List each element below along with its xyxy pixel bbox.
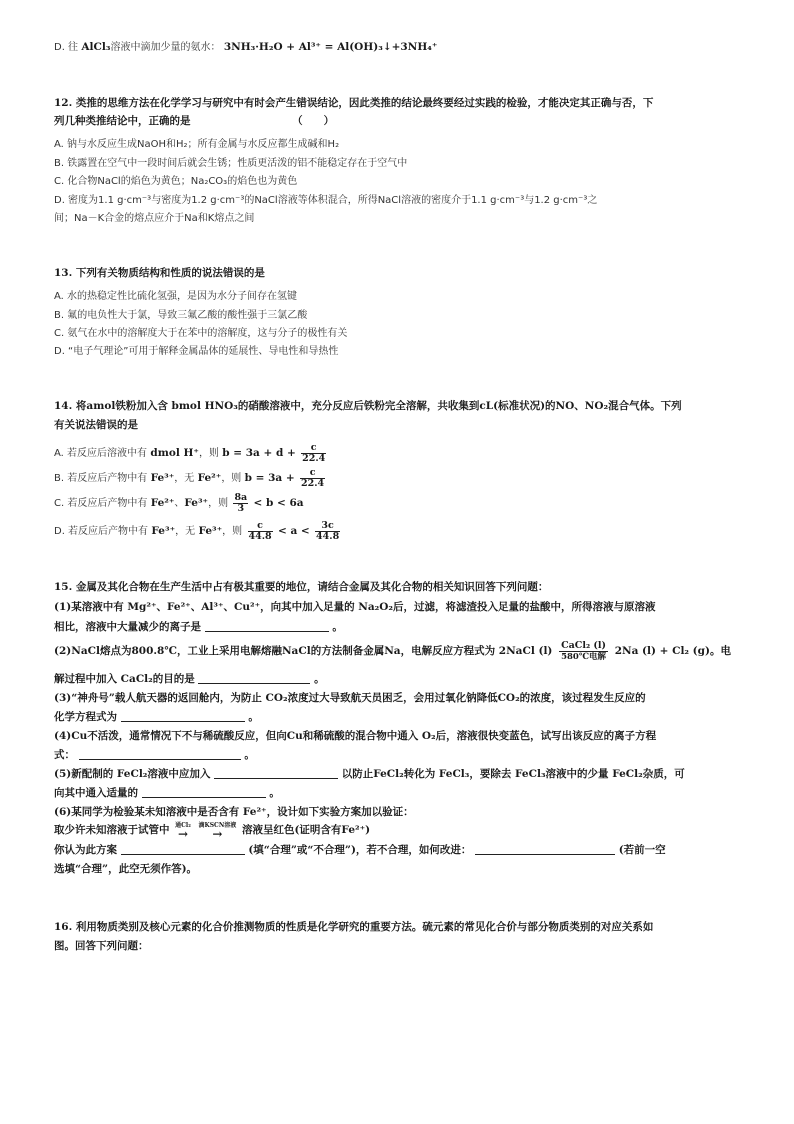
q12-stem-line1: 12. 类推的思维方法在化学学习与研究中有时会产生错误结论，因此类推的结论最终要经过实践的检验，才能决定其正确与否，下 bbox=[54, 97, 654, 109]
q15-p2-cond-top: CaCl₂ (l) bbox=[561, 639, 607, 651]
q13-option-c: C. 氨气在水中的溶解度大于在苯中的溶解度，这与分子的极性有关 bbox=[54, 328, 348, 339]
q14-opta-then: ，则 bbox=[198, 448, 219, 459]
q14-optc-ion1: Fe²⁺ bbox=[150, 497, 175, 509]
q15-p6-arrow2 bbox=[198, 822, 237, 841]
q15-p6-arrow2-label: 滴KSCN溶液 bbox=[198, 822, 237, 829]
q14-optc-num: 8a bbox=[234, 491, 248, 503]
q14-optd-ion2: Fe³⁺ bbox=[198, 525, 223, 537]
q15-p2-line2 bbox=[54, 672, 750, 686]
q15-p4-line1: (4)Cu不活泼，通常情况下不与稀硫酸反应，但向Cu和稀硫酸的混合物中通入 O₂后，溶液很快变蓝色，试写出该反应的离子方程 bbox=[54, 730, 657, 742]
q12-stem-line2-text: 列几种类推结论中，正确的是 bbox=[54, 115, 191, 127]
q13-option-a: A. 水的热稳定性比硫化氢强，是因为水分子间存在氢键 bbox=[54, 291, 298, 302]
q14-stem-line2: 有关说法错误的是 bbox=[54, 419, 138, 431]
q14-optb-text: B. 若反应后产物中有 bbox=[54, 473, 148, 484]
q14-optc-den: 3 bbox=[237, 502, 245, 514]
q15-p6-answer-blank2[interactable] bbox=[475, 843, 615, 855]
q15-p5-end: 。 bbox=[269, 787, 280, 799]
q14-opta-expr: b = 3a + d + bbox=[222, 447, 296, 459]
q15-p5-answer-blank2[interactable] bbox=[142, 786, 266, 798]
q15-p3-line2-text: 化学方程式为 bbox=[54, 711, 117, 723]
q14-optb-mid: ，无 bbox=[174, 473, 195, 484]
q15-p4-answer-blank[interactable] bbox=[79, 748, 241, 760]
q14-option-a bbox=[54, 441, 750, 466]
q14-optc-then: ，则 bbox=[208, 498, 229, 509]
q15-p6-line2 bbox=[54, 820, 750, 840]
q11-option-d bbox=[54, 40, 750, 55]
q14-opta-text: A. 若反应后溶液中有 bbox=[54, 448, 148, 459]
q15-p2-lhs: 2NaCl (l) bbox=[498, 645, 553, 657]
q15-p2-line2-text: 解过程中加入 CaCl₂的目的是 bbox=[54, 673, 195, 685]
q15-p2-answer-blank[interactable] bbox=[198, 672, 310, 684]
q14-optd-mid: ，无 bbox=[175, 526, 196, 537]
q14-optd-ion1: Fe³⁺ bbox=[151, 525, 176, 537]
q14-optb-expr: b = 3a + bbox=[244, 472, 295, 484]
q15-p4-end: 。 bbox=[244, 749, 255, 761]
q15-p5-line1 bbox=[54, 767, 750, 781]
q14-optd-num1: c bbox=[248, 521, 273, 532]
q14-optc-sep: 、 bbox=[174, 498, 185, 509]
q12-option-d-line2: 间；Na－K合金的熔点应介于Na和K熔点之间 bbox=[54, 213, 255, 224]
q15-p4-line2 bbox=[54, 748, 750, 762]
q15-p5-line1b: 以防止FeCl₂转化为 FeCl₃，要除去 FeCl₃溶液中的少量 FeCl₂杂质，可 bbox=[341, 768, 685, 780]
q16-stem-line1: 16. 利用物质类别及核心元素的化合价推测物质的性质是化学研究的重要方法。硫元素的常见化合价与部分物质类别的对应关系如 bbox=[54, 921, 654, 933]
q14-optd-num2: 3c bbox=[315, 521, 340, 532]
q15-p6-line1: (6)某同学为检验某未知溶液中是否含有 Fe²⁺，设计如下实验方案加以验证： bbox=[54, 806, 414, 818]
q14-optb-fraction bbox=[300, 468, 325, 489]
q14-optb-ion2: Fe²⁺ bbox=[197, 472, 222, 484]
arrow-right-icon: → bbox=[212, 827, 223, 841]
arrow-right-icon: → bbox=[177, 827, 189, 841]
q14-optc-ion2: Fe³⁺ bbox=[184, 497, 209, 509]
q15-p6-line3c: (若前一空 bbox=[618, 844, 666, 856]
q15-p6-line3a: 你认为此方案 bbox=[54, 844, 117, 856]
q14-optc-expr: < b < 6a bbox=[253, 497, 304, 509]
q15-stem: 15. 金属及其化合物在生产生活中占有极其重要的地位，请结合金属及其化合物的相关知识回答下列问题： bbox=[54, 581, 549, 593]
q14-stem-line1: 14. 将amol铁粉加入含 bmol HNO₃的硝酸溶液中，充分反应后铁粉完全溶解，共收集到cL(标准状况)的NO、NO₂混合气体。下列 bbox=[54, 400, 682, 412]
q15-p4-line2-text: 式： bbox=[54, 749, 75, 761]
q14-optb-ion1: Fe³⁺ bbox=[150, 472, 175, 484]
q13-option-d: D. “电子气理论”可用于解释金属晶体的延展性、导电性和导热性 bbox=[54, 346, 339, 357]
q12-option-b: B. 铁露置在空气中一段时间后就会生锈；性质更活泼的铝不能稳定存在于空气中 bbox=[54, 158, 408, 169]
q14-optc-fraction bbox=[233, 493, 248, 514]
q15-p1-line1: (1)某溶液中有 Mg²⁺、Fe²⁺、Al³⁺、Cu²⁺，向其中加入足量的 Na₂O₂后，过滤，将滤渣投入足量的盐酸中，所得溶液与原溶液 bbox=[54, 601, 656, 613]
q14-optb-den: 22.4 bbox=[301, 477, 325, 489]
q15-p6-arrow1 bbox=[175, 822, 191, 841]
q15-p6-line3b: (填“合理”或“不合理”)，若不合理，如何改进： bbox=[248, 844, 472, 856]
q15-p6-line2a: 取少许未知溶液于试管中 bbox=[54, 824, 170, 836]
q15-p3-answer-blank[interactable] bbox=[121, 710, 245, 722]
q14-optd-den1: 44.8 bbox=[248, 530, 272, 542]
q15-p2-rhs: 2Na (l) + Cl₂ (g) bbox=[614, 645, 710, 657]
q15-p2-end: 。 bbox=[314, 673, 325, 685]
q12-option-d-line1: D. 密度为1.1 g·cm⁻³与密度为1.2 g·cm⁻³的NaCl溶液等体积混合，所得NaCl溶液的密度介于1.1 g·cm⁻³与1.2 g·cm⁻³之 bbox=[54, 195, 598, 206]
q15-p2-cond-bot: 580℃电解 bbox=[561, 651, 607, 662]
q15-p6-arrow1-label: 通Cl₂ bbox=[175, 822, 191, 829]
q12-option-c: C. 化合物NaCl的焰色为黄色；Na₂CO₃的焰色也为黄色 bbox=[54, 176, 298, 187]
q15-p6-line3 bbox=[54, 843, 750, 857]
q11-optd-salt: AlCl₃ bbox=[81, 41, 111, 53]
q14-optd-fraction2 bbox=[315, 521, 340, 542]
q15-p5-line2 bbox=[54, 786, 750, 800]
q15-p2-text: (2)NaCl熔点为800.8℃，工业上采用电解熔融NaCl的方法制备金属Na，电解反应方程式为 bbox=[54, 645, 496, 657]
q15-p3-line2 bbox=[54, 710, 750, 724]
q12-option-a: A. 钠与水反应生成NaOH和H₂；所有金属与水反应都生成碱和H₂ bbox=[54, 139, 340, 150]
q14-optb-then: ，则 bbox=[221, 473, 242, 484]
q14-opta-den: 22.4 bbox=[302, 452, 326, 464]
q11-optd-prefix: D. 往 bbox=[54, 42, 79, 53]
q15-p2-line1 bbox=[54, 636, 750, 666]
q15-p2-condition bbox=[559, 640, 608, 663]
q14-optc-text: C. 若反应后产物中有 bbox=[54, 498, 148, 509]
q15-p2-tail: 。电 bbox=[709, 645, 731, 657]
q13-stem: 13. 下列有关物质结构和性质的说法错误的是 bbox=[54, 267, 265, 279]
q14-optd-then: ，则 bbox=[222, 526, 243, 537]
q15-p1-answer-blank[interactable] bbox=[205, 620, 329, 632]
q14-optd-fraction1 bbox=[248, 521, 273, 542]
q15-p3-line1: (3)“神舟号”载人航天器的返回舱内，为防止 CO₂浓度过大导致航天员困乏，会用过氧化钠降低CO₂的浓度，该过程发生反应的 bbox=[54, 692, 646, 704]
q15-p1-end: 。 bbox=[332, 621, 343, 633]
q14-optb-num: c bbox=[300, 468, 325, 479]
q15-p6-line4: 选填“合理”，此空无须作答)。 bbox=[54, 863, 198, 875]
q14-optd-den2: 44.8 bbox=[316, 530, 340, 542]
q14-opta-fraction bbox=[301, 443, 326, 464]
q14-opta-num: c bbox=[301, 443, 326, 454]
q12-stem-line2 bbox=[54, 114, 750, 128]
q14-option-b bbox=[54, 466, 750, 491]
q15-p5-answer-blank1[interactable] bbox=[214, 767, 338, 779]
q11-optd-equation: 3NH₃·H₂O + Al³⁺ = Al(OH)₃↓+3NH₄⁺ bbox=[223, 41, 438, 53]
q15-p1-line2 bbox=[54, 620, 750, 634]
q14-opta-ion: dmol H⁺ bbox=[150, 447, 199, 459]
q15-p5-line1a: (5)新配制的 FeCl₂溶液中应加入 bbox=[54, 768, 211, 780]
q14-optd-lt: < a < bbox=[277, 525, 310, 537]
q14-option-d bbox=[54, 519, 750, 544]
q14-option-c bbox=[54, 491, 750, 516]
q12-answer-paren: （ ） bbox=[292, 115, 335, 127]
q15-p3-end: 。 bbox=[248, 711, 259, 723]
q14-optd-text: D. 若反应后产物中有 bbox=[54, 526, 149, 537]
q15-p1-line2-text: 相比，溶液中大量减少的离子是 bbox=[54, 621, 201, 633]
q11-optd-mid: 溶液中滴加少量的氨水： bbox=[110, 42, 221, 53]
q15-p6-line2b: 溶液呈红色(证明含有Fe²⁺) bbox=[241, 824, 371, 836]
q15-p6-answer-blank1[interactable] bbox=[121, 843, 245, 855]
q16-stem-line2: 图。回答下列问题： bbox=[54, 940, 149, 952]
q13-option-b: B. 氟的电负性大于氯，导致三氟乙酸的酸性强于三氯乙酸 bbox=[54, 310, 308, 321]
q15-p5-line2-text: 向其中通入适量的 bbox=[54, 787, 138, 799]
